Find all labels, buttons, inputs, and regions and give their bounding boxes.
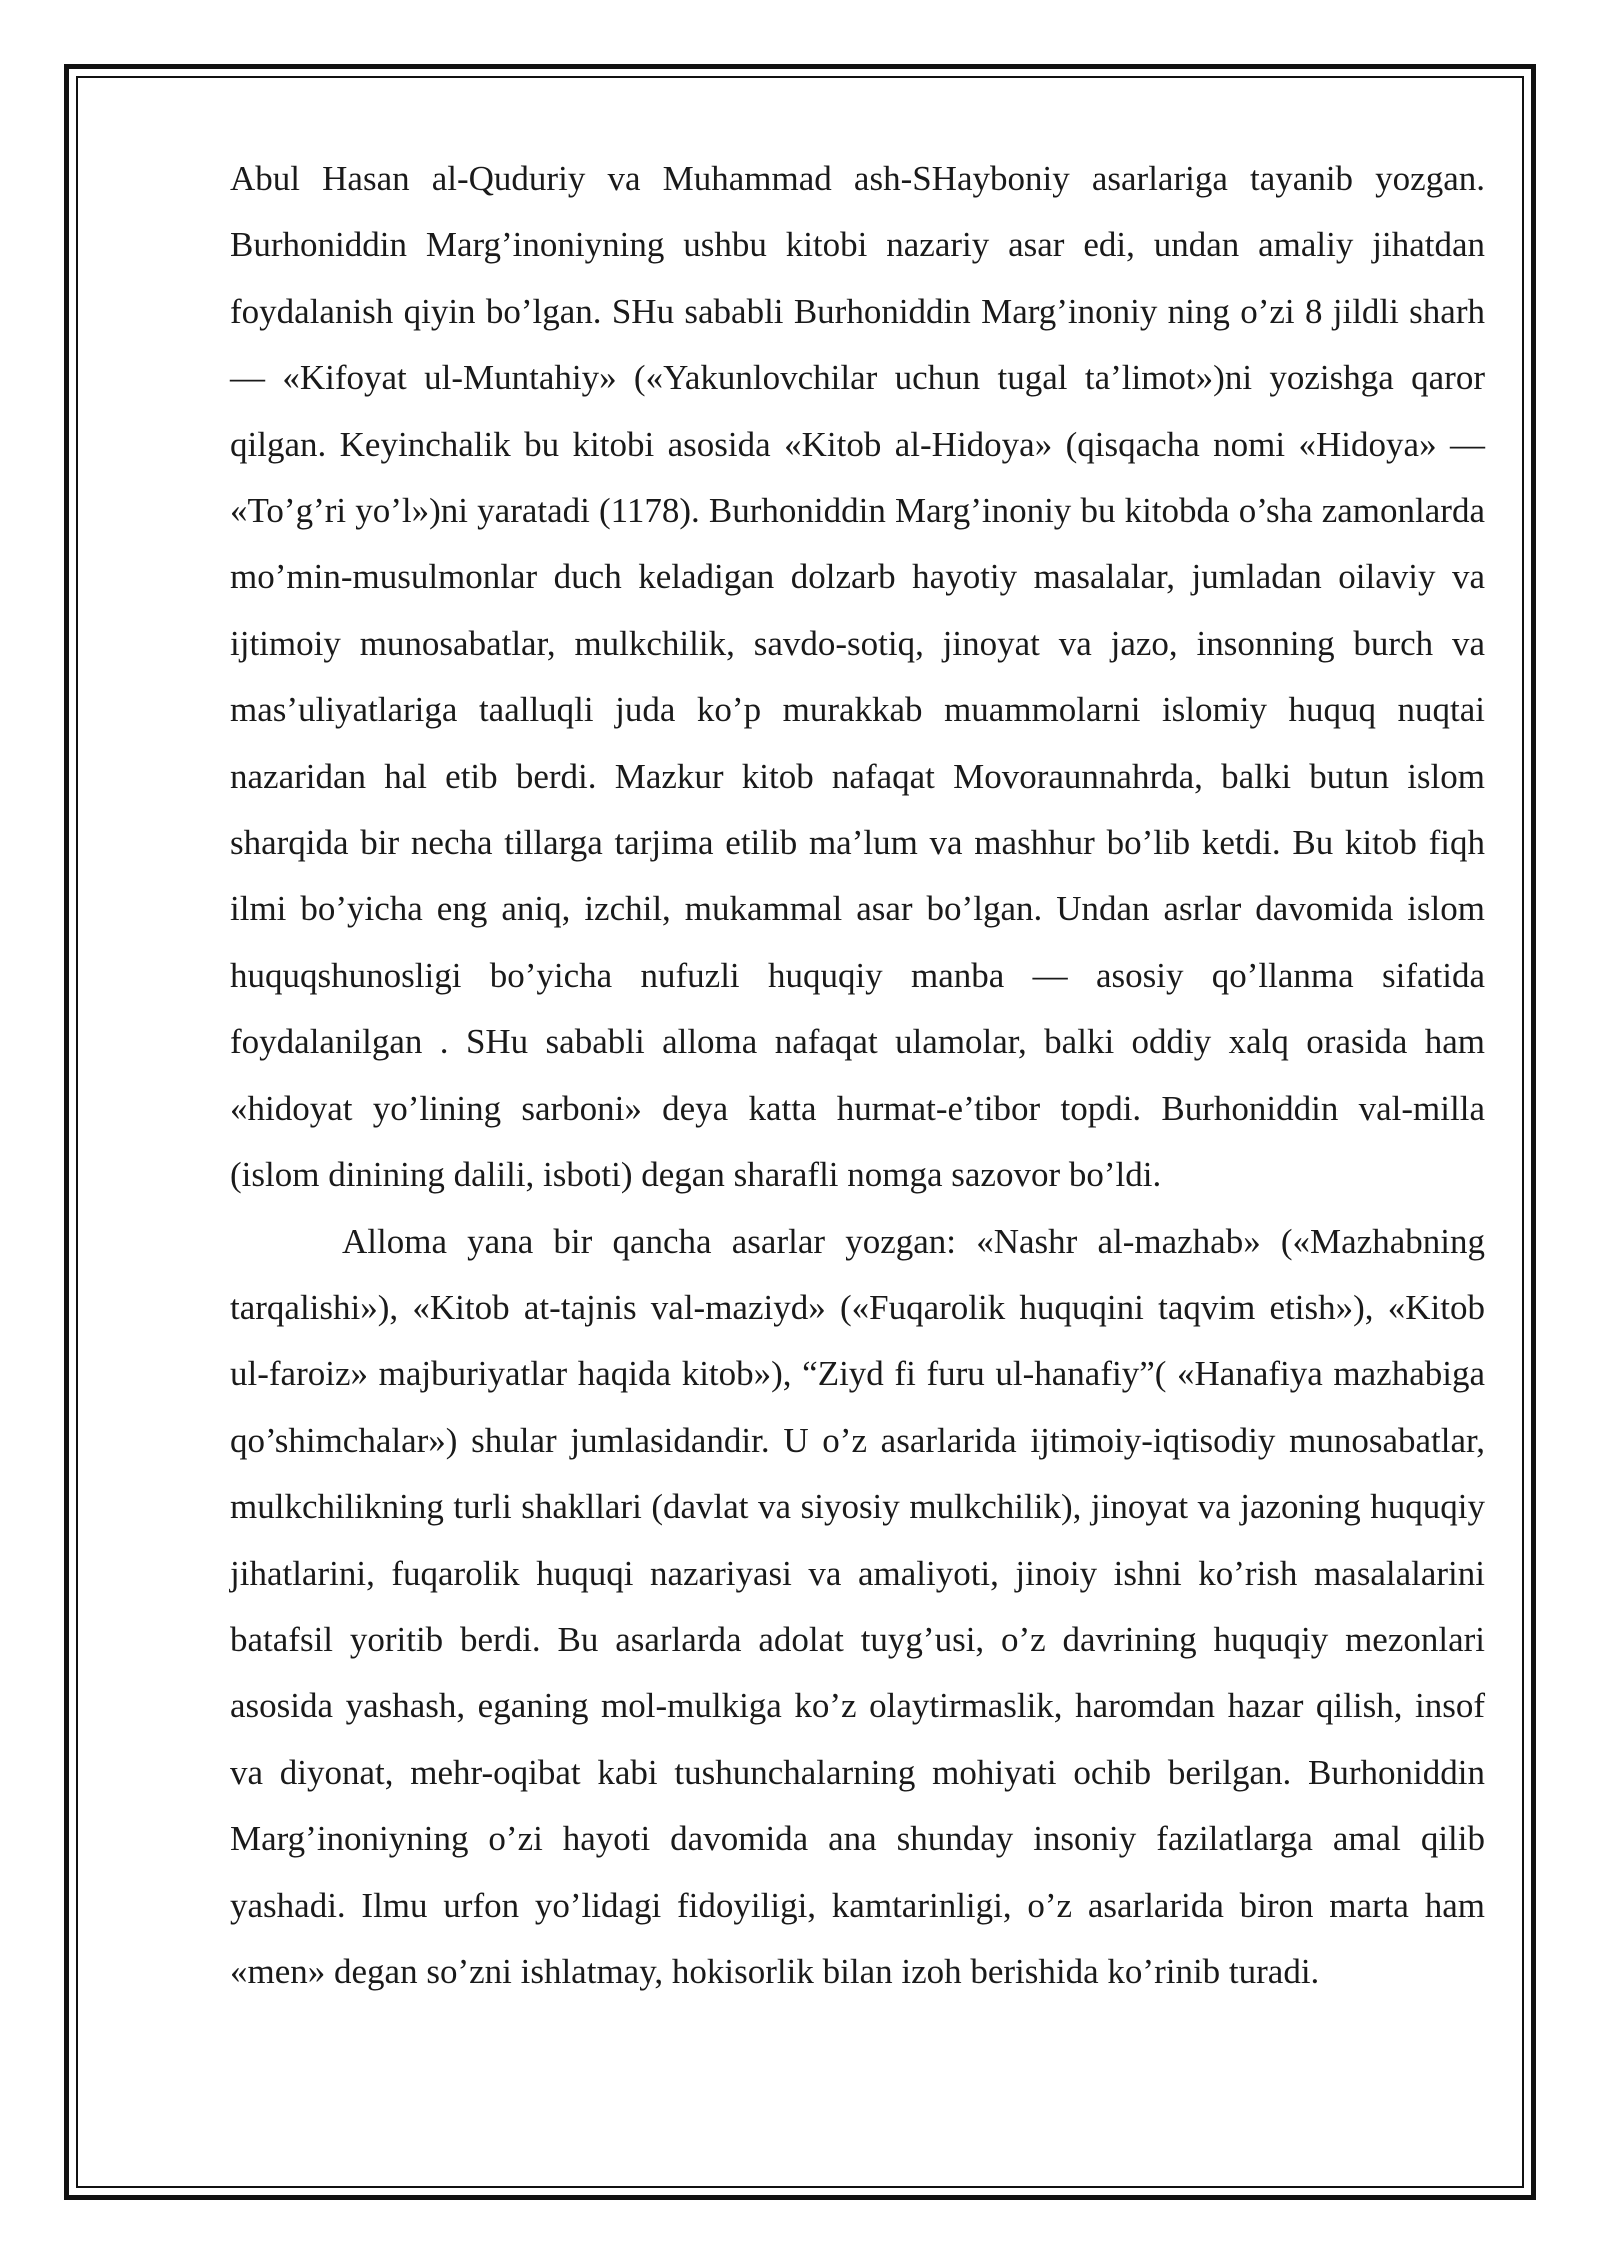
paragraph-1: Abul Hasan al-Quduriy va Muhammad ash-SHayboniy asarlariga tayanib yozgan. Burhoniddin Marg’inoniyning ushbu kitobi nazariy asar edi, undan amaliy jihatdan foydalanish qiyin bo’lgan. SHu sababli Burhoniddin Marg’inoniy ning o’zi 8 jildli sharh — «Kifoyat ul-Muntahiy» («Yakunlovchilar uchun tugal ta’limot»)ni yozishga qaror qilgan. Keyinchalik bu kitobi asosida «Kitob al-Hidoya» (qisqacha nomi «Hidoya» — «To’g’ri yo’l»)ni yaratadi (1178). Burhoniddin Marg’inoniy bu kitobda o’sha zamonlarda mo’min-musulmonlar duch keladigan dolzarb hayotiy masalalar, jumladan oilaviy va ijtimoiy munosabatlar, mulkchilik, savdo-sotiq, jinoyat va jazo, insonning burch va mas’uliyatlariga taalluqli juda ko’p murakkab muammolarni islomiy huquq nuqtai nazaridan hal etib berdi. Mazkur kitob nafaqat Movoraunnahrda, balki butun islom sharqida bir necha tillarga tarjima etilib ma’lum va mashhur bo’lib ketdi. Bu kitob fiqh ilmi bo’yicha eng aniq, izchil, mukammal asar bo’lgan. Undan asrlar davomida islom huquqshunosligi bo’yicha nufuzli huquqiy manba — asosiy qo’llanma sifatida foydalanilgan . SHu sababli alloma nafaqat ulamolar, balki oddiy xalq orasida ham «hidoyat yo’lining sarboni» deya katta hurmat-e’tibor topdi. Burhoniddin val-milla (islom dinining dalili, isboti) degan sharafli nomga sazovor bo’ldi. [230,159,1485,1195]
document-body [230,146,1485,2005]
paragraph-2: Alloma yana bir qancha asarlar yozgan: «Nashr al-mazhab» («Mazhabning tarqalishi»), «Kitob at-tajnis val-maziyd» («Fuqarolik huquqini taqvim etish»), «Kitob ul-faroiz» majburiyatlar haqida kitob»), “Ziyd fi furu ul-hanafiy”( «Hanafiya mazhabiga qo’shimchalar») shular jumlasidandir. U o’z asarlarida ijtimoiy-iqtisodiy munosabatlar, mulkchilikning turli shakllari (davlat va siyosiy mulkchilik), jinoyat va jazoning huquqiy jihatlarini, fuqarolik huquqi nazariyasi va amaliyoti, jinoiy ishni ko’rish masalalarini batafsil yoritib berdi. Bu asarlarda adolat tuyg’usi, o’z davrining huquqiy mezonlari asosida yashash, eganing mol-mulkiga ko’z olaytirmaslik, haromdan hazar qilish, insof va diyonat, mehr-oqibat kabi tushunchalarning mohiyati ochib berilgan. Burhoniddin Marg’inoniyning o’zi hayoti davomida ana shunday insoniy fazilatlarga amal qilib yashadi. Ilmu urfon yo’lidagi fidoyiligi, kamtarinligi, o’z asarlarida biron marta ham «men» degan so’zni ishlatmay, hokisorlik bilan izoh berishida ko’rinib turadi. [230,1221,1485,1991]
